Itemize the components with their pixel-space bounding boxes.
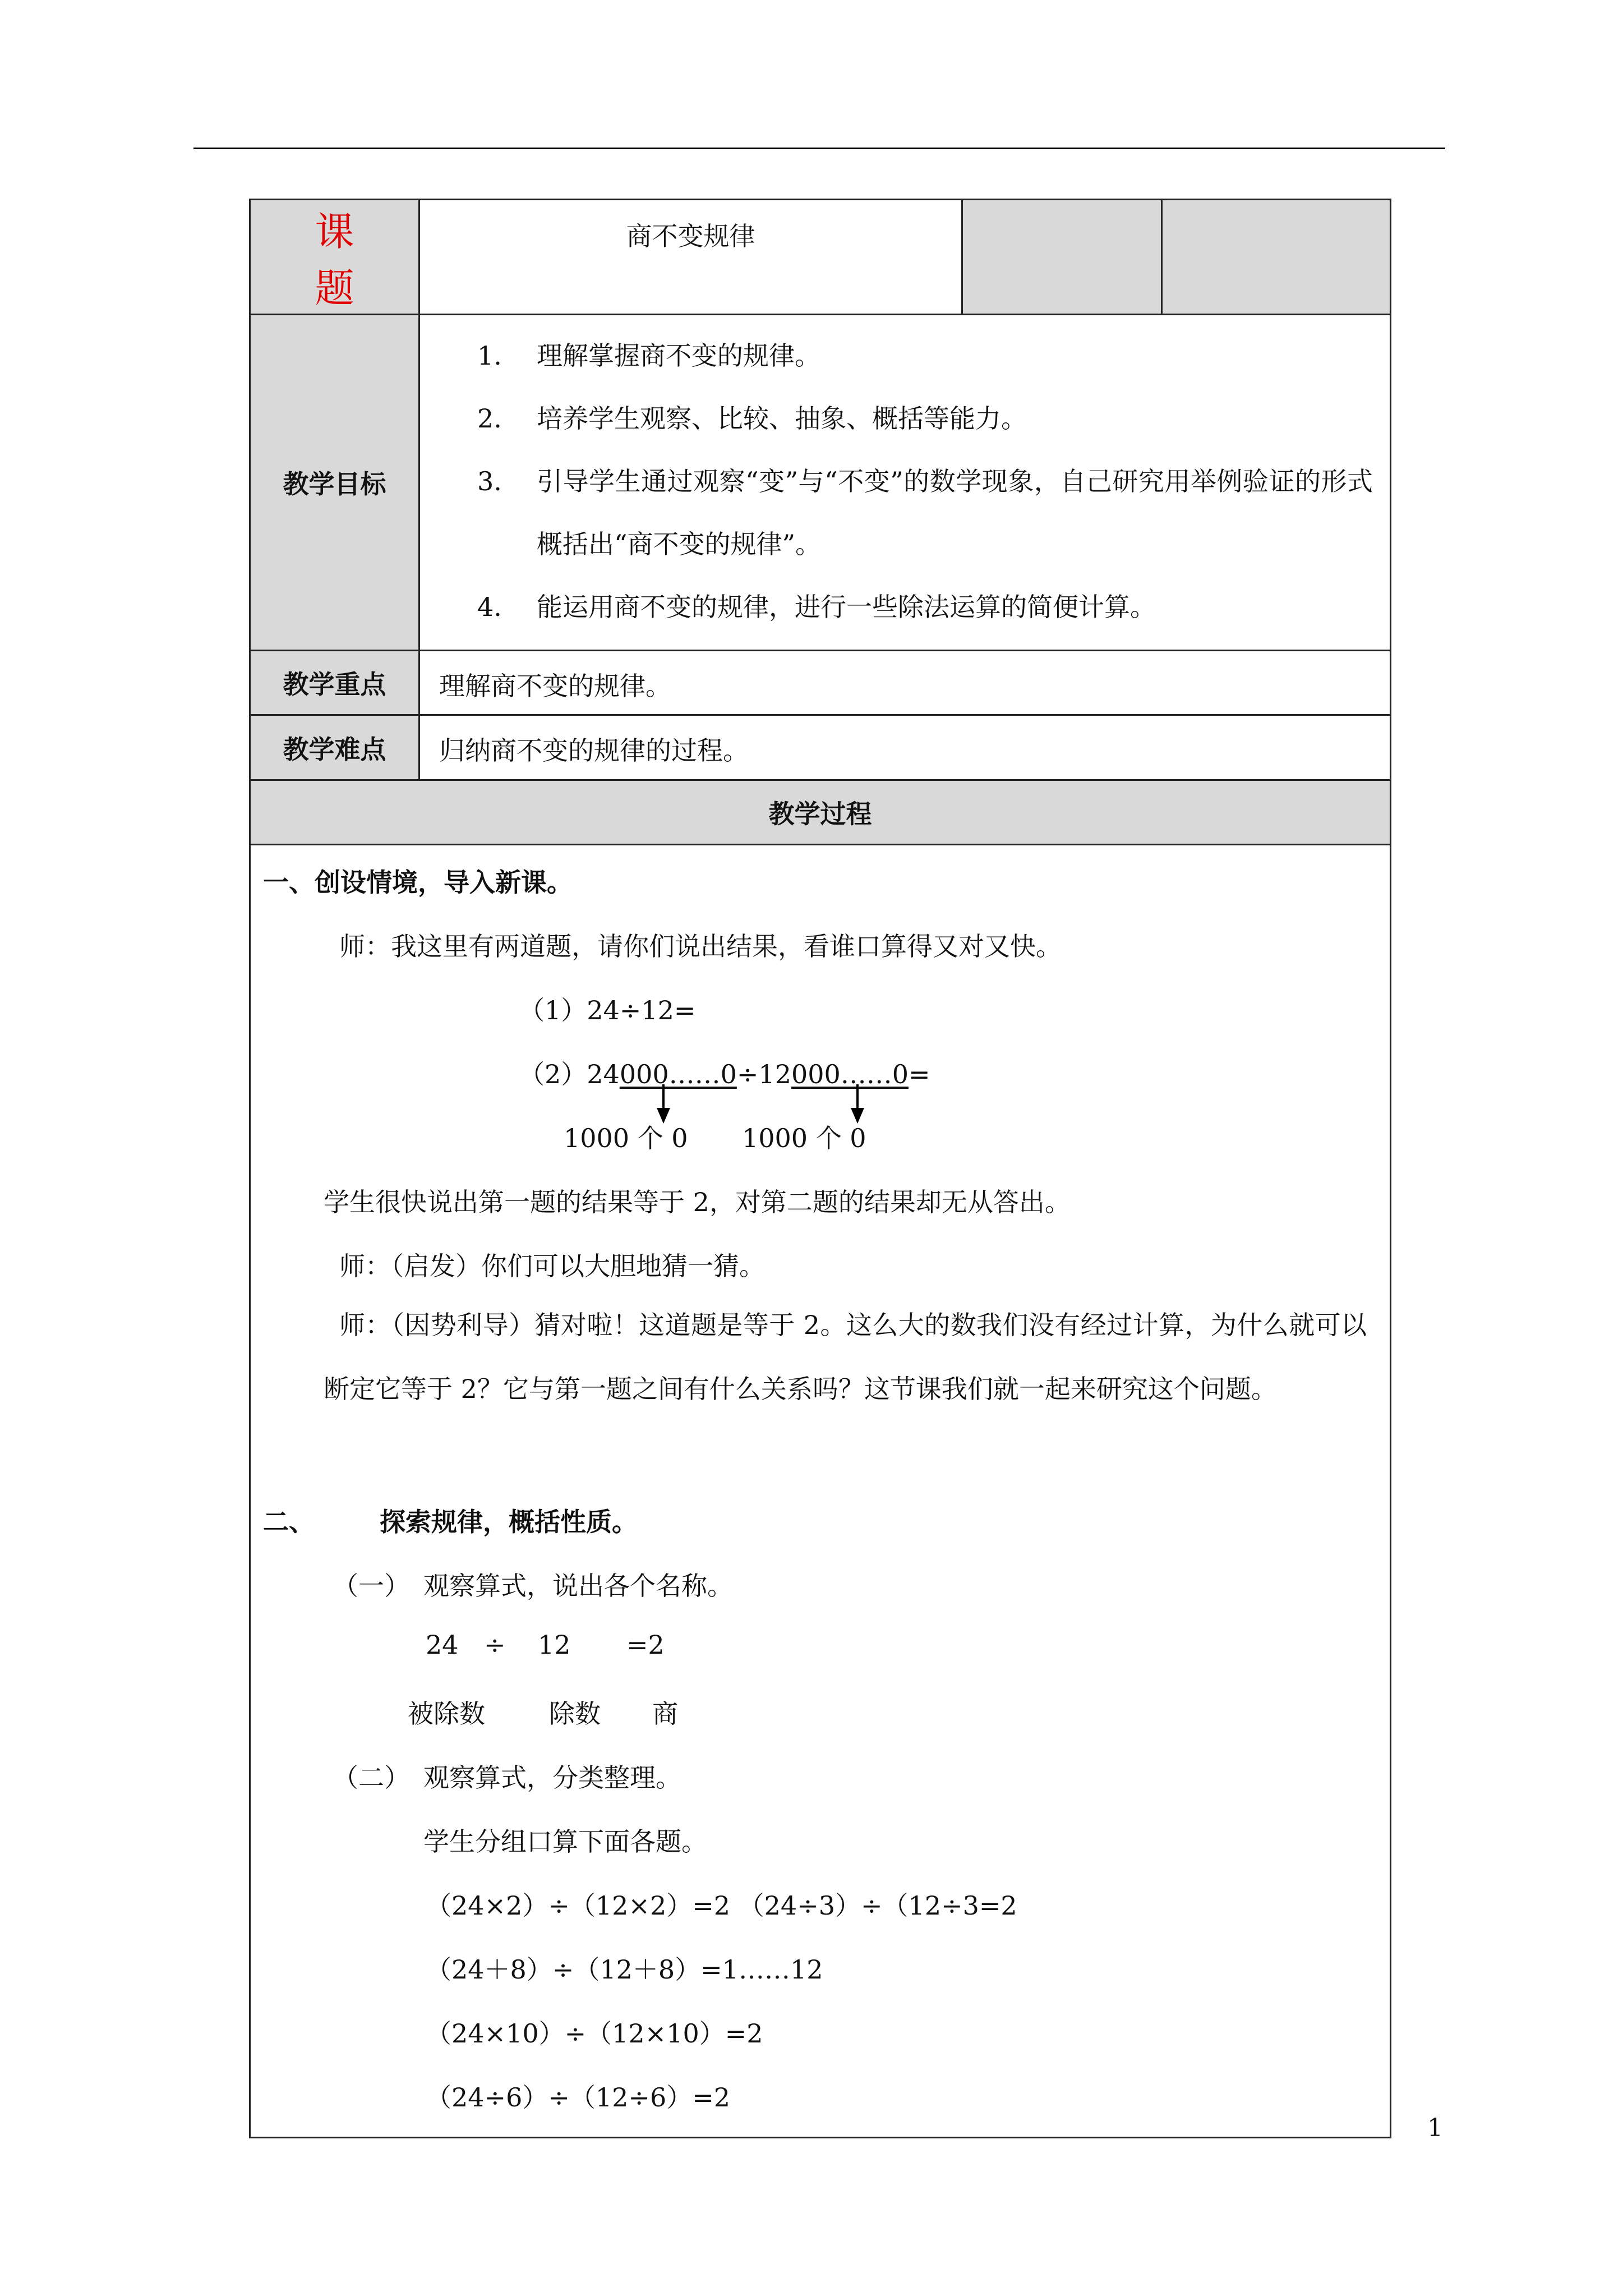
student-line: 学生很快说出第一题的结果等于 2，对第二题的结果却无从答出。 (324, 1187, 1071, 1217)
difficulty-label: 教学难点 (250, 715, 419, 780)
teacher-line-2: 师：（启发）你们可以大胆地猜一猜。 (339, 1251, 765, 1281)
equation-dividend: 24 (426, 1630, 459, 1660)
blank-cell-2 (1162, 200, 1391, 315)
process-body (250, 845, 1391, 2138)
name-dividend: 被除数 (408, 1699, 485, 1729)
process-heading: 教学过程 (250, 780, 1391, 845)
title-label (250, 200, 419, 315)
goal-item: 2. 培养学生观察、比较、抽象、概括等能力。 (477, 403, 1027, 434)
sub-1-number: （一） (333, 1571, 410, 1601)
sub-1-title: 观察算式，说出各个名称。 (423, 1571, 733, 1601)
section-2-title: 探索规律，概括性质。 (380, 1507, 638, 1537)
calc-line: （24÷6）÷（12÷6）=2 (426, 2082, 731, 2113)
title-label-char-1: 课 (315, 209, 354, 255)
calc-line: （24×2）÷（12×2）=2 （24÷3）÷（12÷3=2 (426, 1890, 1017, 1921)
equation-divisor: 12 (538, 1630, 571, 1660)
lesson-title: 商不变规律 (419, 200, 962, 315)
goals-label: 教学目标 (250, 315, 419, 651)
difficulty-text: 归纳商不变的规律的过程。 (419, 715, 1391, 780)
page-number: 1 (1427, 2114, 1443, 2142)
lesson-plan-table (249, 199, 1391, 2138)
equation-operator: ÷ (484, 1630, 506, 1660)
equation-result: =2 (626, 1630, 665, 1660)
calc-line: （24＋8）÷（12＋8）=1……12 (426, 1954, 823, 1985)
key-point-label: 教学重点 (250, 651, 419, 715)
teacher-line-3: 师：（因势利导）猜对啦！这道题是等于 2。这么大的数我们没有经过计算，为什么就可以断定它等于 2？它与第一题之间有什么关系吗？这节课我们就一起来研究这个问题。 (324, 1310, 1367, 1404)
goal-item: 3. 引导学生通过观察“变”与“不变”的数学现象，自己研究用举例验证的形式概括出“商不变的规律”。 (477, 466, 1373, 559)
section-1-title: 一、创设情境，导入新课。 (263, 867, 573, 898)
name-divisor: 除数 (549, 1699, 601, 1729)
calc-line: （24×10）÷（12×10）=2 (426, 2018, 763, 2049)
section-2-number: 二、 (263, 1507, 315, 1537)
zeros-note-1: 1000 个 0 (564, 1123, 688, 1153)
goal-item: 4. 能运用商不变的规律，进行一些除法运算的简便计算。 (477, 592, 1156, 622)
question-1: （1）24÷12= (519, 995, 696, 1025)
teacher-line-1: 师：我这里有两道题，请你们说出结果，看谁口算得又对又快。 (339, 931, 1062, 961)
header-rule (193, 148, 1445, 149)
zeros-note-2: 1000 个 0 (742, 1123, 866, 1153)
group-line: 学生分组口算下面各题。 (423, 1826, 707, 1857)
goal-item: 1. 理解掌握商不变的规律。 (477, 341, 820, 371)
question-2: （2）24000……0÷12000……0= (519, 1059, 930, 1089)
key-point-text: 理解商不变的规律。 (419, 651, 1391, 715)
title-label-char-2: 题 (315, 265, 354, 311)
name-quotient: 商 (652, 1699, 678, 1729)
blank-cell-1 (962, 200, 1162, 315)
goals-list (419, 315, 1391, 651)
sub-2-number: （二） (333, 1763, 410, 1793)
sub-2-title: 观察算式，分类整理。 (423, 1763, 681, 1793)
